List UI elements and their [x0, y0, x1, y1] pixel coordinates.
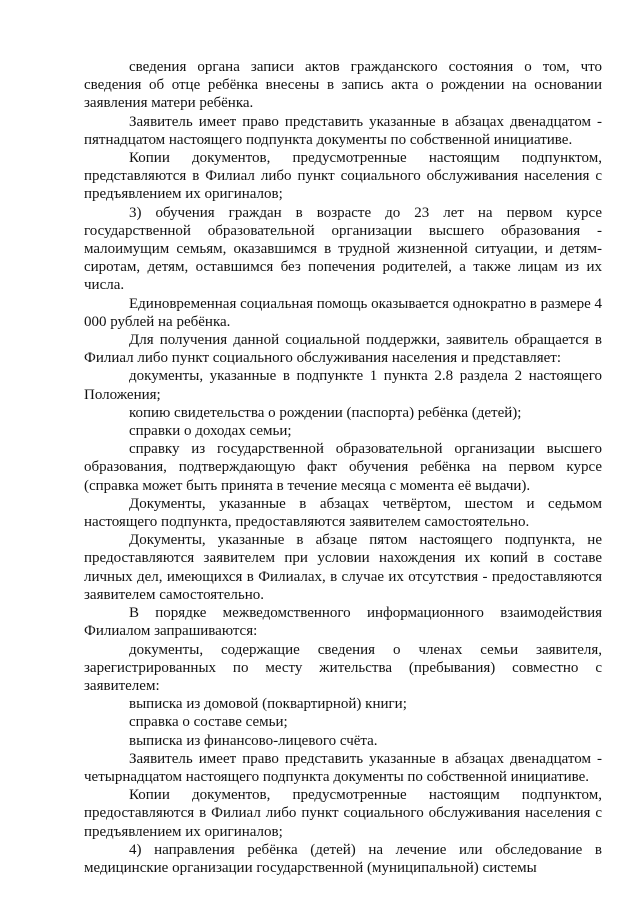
paragraph: документы, указанные в подпункте 1 пункта 2.8 раздела 2 настоящего Положения; — [84, 368, 602, 403]
paragraph: справки о доходах семьи; — [129, 423, 292, 440]
paragraph: Заявитель имеет право представить указанные в абзацах двенадцатом - четырнадцатом настоящего подпункта документы по собственной инициативе. — [84, 750, 602, 785]
paragraph: Заявитель имеет право представить указанные в абзацах двенадцатом - пятнадцатом настоящего подпункта документы по собственной инициативе. — [84, 113, 602, 148]
paragraph: Документы, указанные в абзаце пятом настоящего подпункта, не предоставляются заявителем при условии нахождения их копий в составе личных дел, имеющихся в Филиалах, в случае их отсутствия - предоставляются заявителем самостоятельно. — [84, 532, 602, 603]
paragraph: выписка из финансово-лицевого счёта. — [129, 732, 378, 749]
paragraph: 4) направления ребёнка (детей) на лечение или обследование в медицинские организации государственной (муниципальной) системы — [84, 841, 602, 876]
paragraph: Документы, указанные в абзацах четвёртом, шестом и седьмом настоящего подпункта, предоставляются заявителем самостоятельно. — [84, 495, 602, 531]
paragraph: документы, содержащие сведения о членах семьи заявителя, зарегистрированных по месту жительства (пребывания) совместно с заявителем: — [84, 641, 602, 694]
document-page — [84, 58, 602, 877]
paragraph: копию свидетельства о рождении (паспорта) ребёнка (детей); — [129, 404, 522, 421]
paragraph: выписка из домовой (поквартирной) книги; — [129, 696, 407, 713]
paragraph: 3) обучения граждан в возрасте до 23 лет на первом курсе государственной образовательной организации высшего образования - малоимущим семьям, оказавшимся в трудной жизненной ситуации, и детям-сиротам, детям, оставшимся без попечения родителей, а также лицам из их числа. — [84, 204, 602, 294]
paragraph: Копии документов, предусмотренные настоящим подпунктом, предоставляются в Филиал либо пункт социального обслуживания населения с предъявлением их оригиналов; — [84, 787, 602, 840]
paragraph: сведения органа записи актов гражданского состояния о том, что сведения об отце ребёнка внесены в запись акта о рождении на основании заявления матери ребёнка. — [84, 59, 602, 112]
paragraph: справка о составе семьи; — [129, 714, 288, 731]
paragraph: Копии документов, предусмотренные настоящим подпунктом, представляются в Филиал либо пункт социального обслуживания населения с предъявлением их оригиналов; — [84, 150, 602, 203]
paragraph: Для получения данной социальной поддержки, заявитель обращается в Филиал либо пункт социального обслуживания населения и представляет: — [84, 332, 602, 367]
paragraph: В порядке межведомственного информационного взаимодействия Филиалом запрашиваются: — [84, 605, 602, 640]
paragraph: Единовременная социальная помощь оказывается однократно в размере 4 000 рублей на ребёнка. — [84, 295, 602, 330]
paragraph: справку из государственной образовательной организации высшего образования, подтверждающую факт обучения ребёнка на первом курсе (справка может быть принята в течение месяца с момента её выдачи). — [84, 441, 602, 494]
